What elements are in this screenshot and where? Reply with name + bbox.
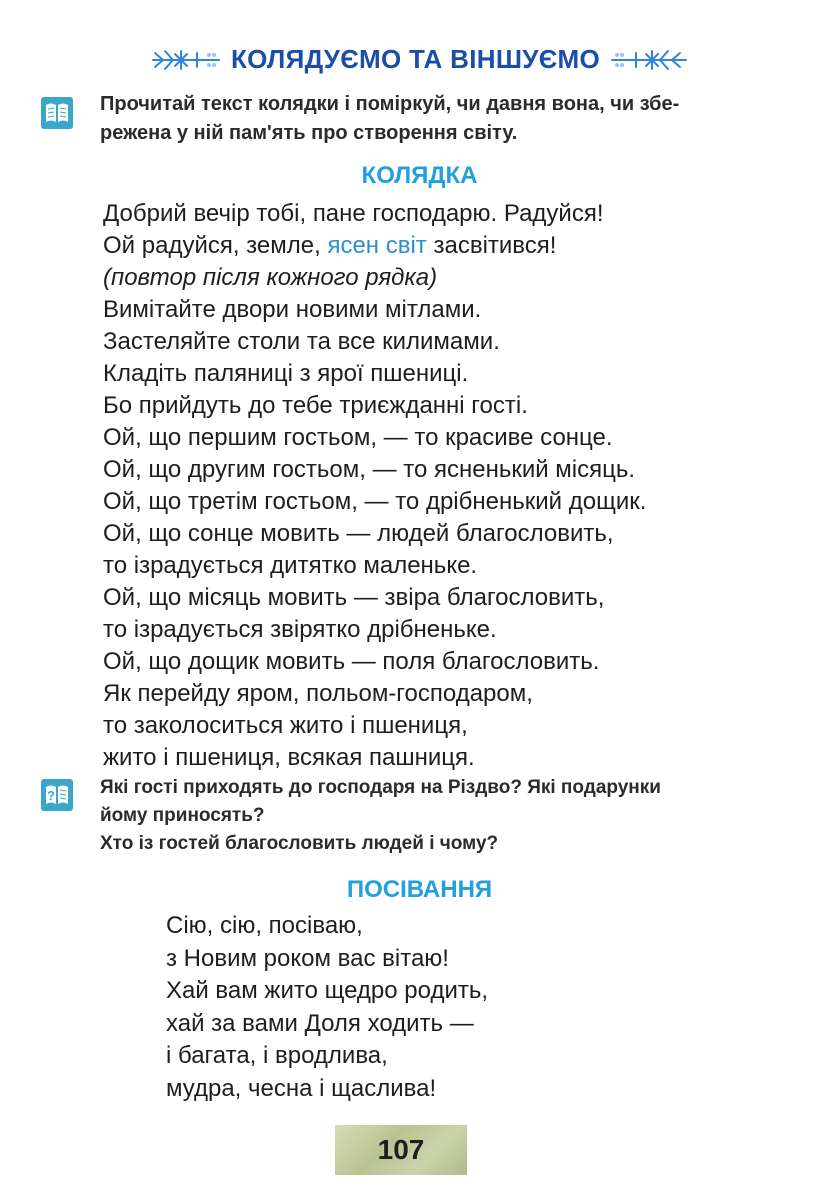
koliadka-poem bbox=[103, 198, 803, 774]
poem-line: то заколоситься жито і пшениця, bbox=[103, 712, 468, 739]
koliadka-title: КОЛЯДКА bbox=[361, 162, 478, 189]
posivannia-title: ПОСІВАННЯ bbox=[346, 876, 493, 903]
open-book-icon bbox=[40, 96, 74, 130]
poem-line: Ой, що сонце мовить — людей благословить, bbox=[103, 520, 614, 547]
question-book-icon bbox=[40, 778, 74, 812]
poem-line: то ізрадується звірятко дрібненьке. bbox=[103, 616, 497, 643]
page-header bbox=[0, 44, 839, 75]
question-line: Хто із гостей благословить людей і чому? bbox=[100, 833, 499, 854]
poem-line: мудра, чесна і щаслива! bbox=[166, 1074, 437, 1102]
task-reading-instruction bbox=[100, 90, 780, 148]
poem-line: і багата, і вродлива, bbox=[166, 1042, 388, 1069]
snowflake-ornament-right-icon bbox=[610, 45, 688, 75]
svg-text:?: ? bbox=[47, 788, 55, 803]
repeat-note: (повтор після кожного рядка) bbox=[103, 264, 438, 291]
poem-line: Ой, що першим гостьом, — то красиве сонце. bbox=[103, 424, 613, 451]
poem-line: Ой, що дощик мовить — поля благословить. bbox=[103, 648, 600, 675]
task-questions bbox=[100, 774, 780, 858]
poem-line: Кладіть паляниці з ярої пшениці. bbox=[103, 360, 469, 387]
snowflake-ornament-left-icon bbox=[151, 45, 221, 75]
page-title: КОЛЯДУЄМО ТА ВІНШУЄМО bbox=[231, 44, 600, 74]
poem-line: Добрий вечір тобі, пане господарю. Радуйся! bbox=[103, 200, 604, 227]
poem-line: Вимітайте двори новими мітлами. bbox=[103, 296, 482, 323]
page-number: 107 bbox=[377, 1134, 425, 1165]
poem-line: хай за вами Доля ходить — bbox=[166, 1009, 474, 1037]
page-number-badge bbox=[335, 1125, 467, 1175]
poem-line: Хай вам жито щедро родить, bbox=[166, 977, 489, 1004]
poem-line: Застеляйте столи та все килимами. bbox=[103, 328, 500, 355]
poem-line: Як перейду яром, польом-господаром, bbox=[103, 680, 533, 707]
poem-line: Ой, що другим гостьом, — то ясненький місяць. bbox=[103, 456, 636, 483]
poem-line: з Новим роком вас вітаю! bbox=[166, 944, 449, 972]
poem-line: жито і пшениця, всякая пашниця. bbox=[103, 744, 475, 771]
poem-line: Ой, що місяць мовить — звіра благословить, bbox=[103, 584, 605, 611]
poem-text: Ой радуйся, земле, bbox=[103, 232, 328, 259]
question-line: йому приносять? bbox=[100, 805, 265, 826]
poem-line: то ізрадується дитятко маленьке. bbox=[103, 552, 478, 579]
instruction-line: режена у ній пам'ять про створення світу. bbox=[100, 122, 518, 144]
poem-line: Ой, що третім гостьом, — то дрібненький дощик. bbox=[103, 488, 647, 515]
poem-line: Бо прийдуть до тебе триєжданні гості. bbox=[103, 392, 528, 419]
poem-line: Сію, сію, посіваю, bbox=[166, 912, 363, 939]
instruction-line: Прочитай текст колядки і поміркуй, чи давня вона, чи збе- bbox=[100, 93, 680, 115]
poem-text: засвітився! bbox=[426, 232, 557, 259]
question-line: Які гості приходять до господаря на Різдво? Які подарунки bbox=[100, 777, 661, 798]
posivannia-poem bbox=[166, 910, 839, 1105]
highlighted-text: ясен світ bbox=[327, 232, 427, 259]
poem-line bbox=[103, 230, 803, 262]
